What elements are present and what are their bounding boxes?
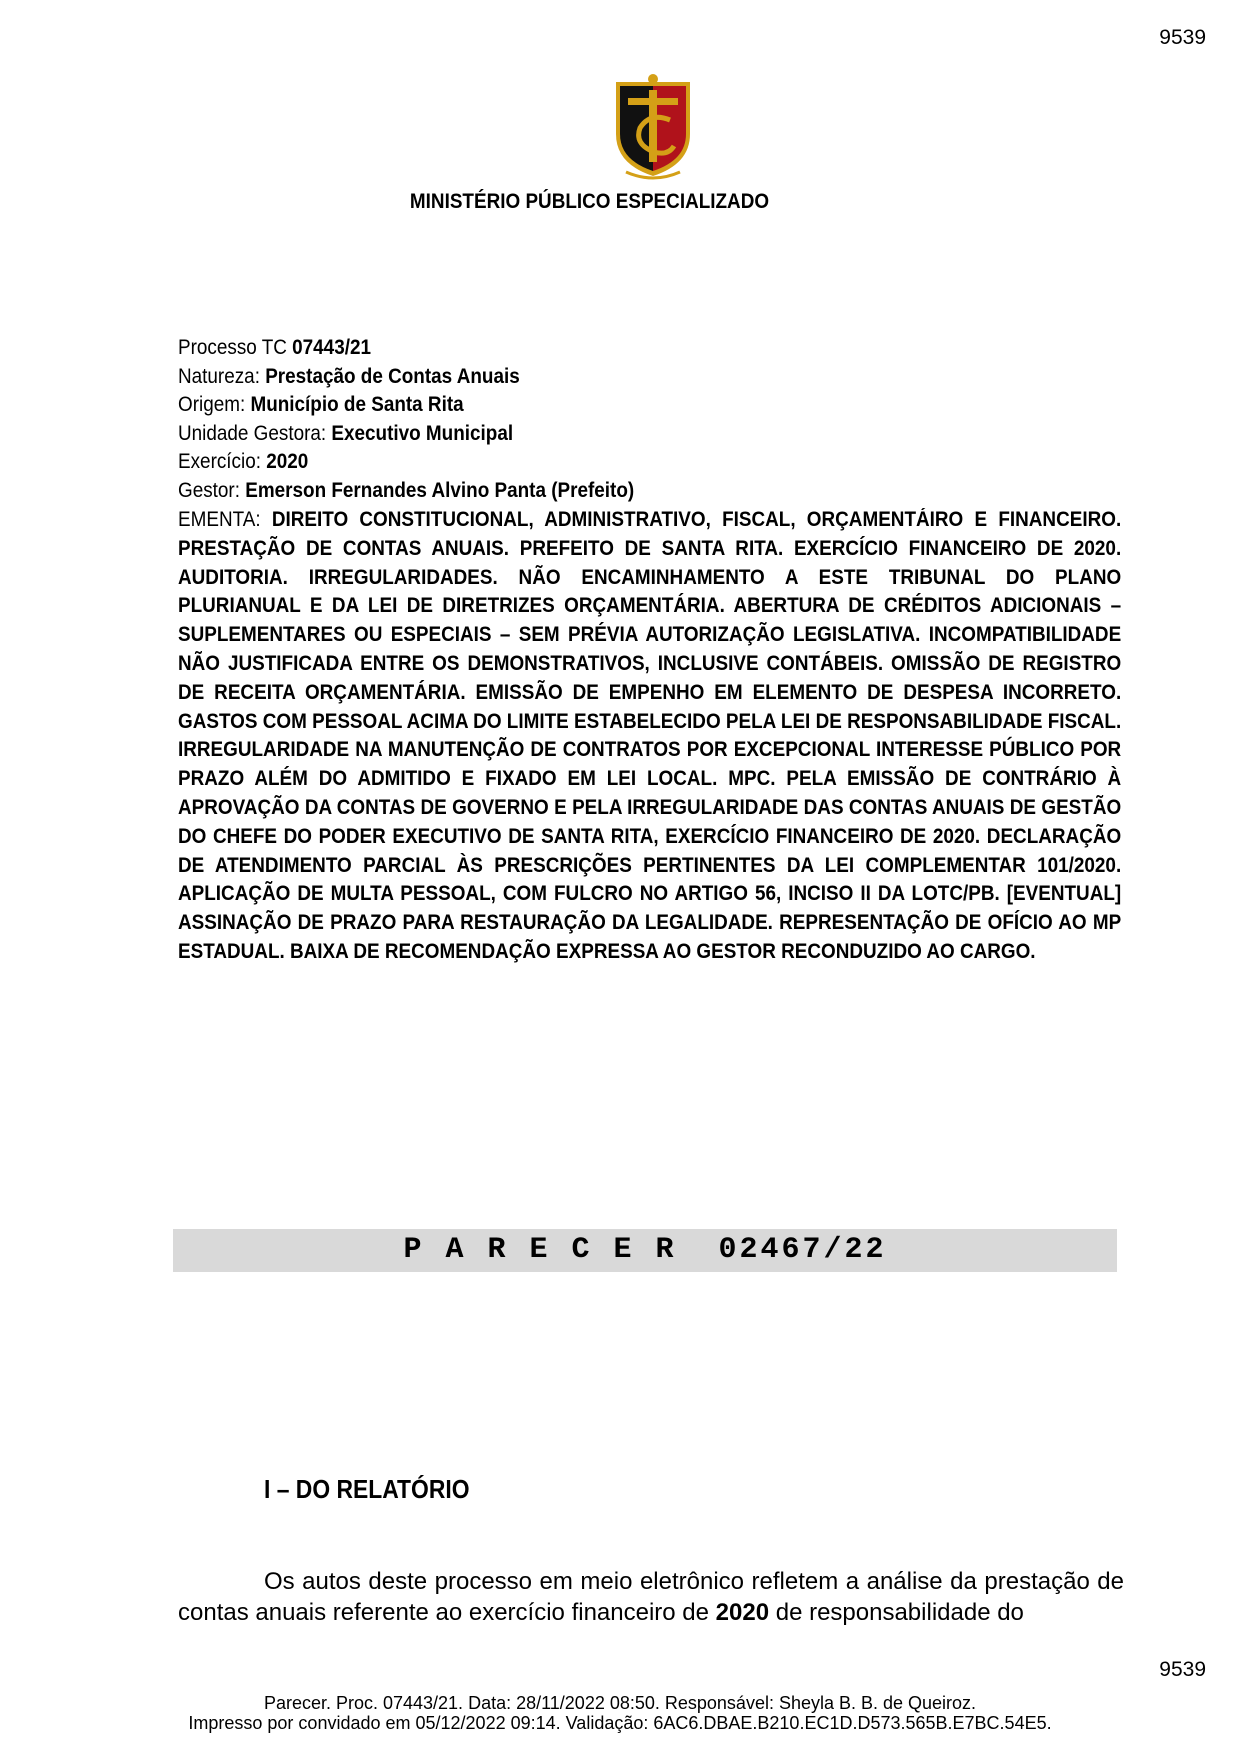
department-title: MINISTÉRIO PÚBLICO ESPECIALIZADO [409,190,770,213]
meta-value: Executivo Municipal [331,421,514,445]
page-number-bottom: 9539 [1159,1658,1206,1681]
parecer-banner [173,1229,1117,1272]
page-number-top: 9539 [1159,26,1206,49]
parecer-word: PARECER [403,1233,698,1267]
meta-label: Exercício: [178,450,267,473]
meta-value: Município de Santa Rita [250,393,464,416]
meta-label: Origem: [178,393,251,416]
footer-line-1: Parecer. Proc. 07443/21. Data: 28/11/2022 08:50. Responsável: Sheyla B. B. de Queiroz. [263,1693,977,1713]
meta-label: Natureza: [178,364,266,388]
body-text-part2: de responsabilidade do [769,1599,1024,1626]
parecer-title [173,1229,1117,1272]
tribunal-crest-logo [610,72,696,182]
meta-value: 07443/21 [292,336,371,359]
meta-label: Unidade Gestora: [178,421,332,445]
ementa-text: DIREITO CONSTITUCIONAL, ADMINISTRATIVO, FISCAL, ORÇAMENTÁIRO E FINANCEIRO. PRESTAÇÃO DE CONTAS ANUAIS. PREFEITO DE SANTA RITA. EXERCÍCIO FINANCEIRO DE 2020. AUDITORIA. IRREGULARIDADES. NÃO ENCAMINHAMENTO A ESTE TRIBUNAL DO PLANO PLURIANUAL E DA LEI DE DIRETRIZES ORÇAMENTÁRIA. ABERTURA DE CRÉDITOS ADICIONAIS – SUPLEMENTARES OU ESPECIAIS – SEM PRÉVIA AUTORIZAÇÃO LEGISLATIVA. INCOMPATIBILIDADE NÃO JUSTIFICADA ENTRE OS DEMONSTRATIVOS, INCLUSIVE CONTÁBEIS. OMISSÃO DE REGISTRO DE RECEITA ORÇAMENTÁRIA. EMISSÃO DE EMPENHO EM ELEMENTO DE DESPESA INCORRETO. GASTOS COM PESSOAL ACIMA DO LIMITE ESTABELECIDO PELA LEI DE RESPONSABILIDADE FISCAL. IRREGULARIDADE NA MANUTENÇÃO DE CONTRATOS POR EXCEPCIONAL INTERESSE PÚBLICO POR PRAZO ALÉM DO ADMITIDO E FIXADO EM LEI LOCAL. MPC. PELA EMISSÃO DE CONTRÁRIO À APROVAÇÃO DA CONTAS DE GOVERNO E PELA IRREGULARIDADE DAS CONTAS ANUAIS DE GESTÃO DO CHEFE DO PODER EXECUTIVO DE SANTA RITA, EXERCÍCIO FINANCEIRO DE 2020. DECLARAÇÃO DE ATENDIMENTO PARCIAL ÀS PRESCRIÇÕES PERTINENTES DA LEI COMPLEMENTAR 101/2020. APLICAÇÃO DE MULTA PESSOAL, COM FULCRO NO ARTIGO 56, INCISO II DA LOTC/PB. [EVENTUAL] ASSINAÇÃO DE PRAZO PARA RESTAURAÇÃO DA LEGALIDADE. REPRESENTAÇÃO DE OFÍCIO AO MP ESTADUAL. BAIXA DE RECOMENDAÇÃO EXPRESSA AO GESTOR RECONDUZIDO AO CARGO. [178,508,1122,963]
footer-line-2: Impresso por convidado em 05/12/2022 09:14. Validação: 6AC6.DBAE.B210.EC1D.D573.565B.E7BC.54E5. [188,1713,1052,1733]
parecer-number: 02467/22 [718,1233,887,1267]
meta-row-exercicio [178,448,1123,477]
process-metadata [178,334,1123,505]
meta-label: Gestor: [178,478,246,502]
body-text-year: 2020 [715,1599,770,1626]
body-text-part1: Os autos deste processo em meio eletrônico refletem a análise da prestação de contas anuais referente ao exercício financeiro de [178,1568,1124,1626]
ementa-paragraph [178,506,1121,967]
body-paragraph [178,1566,1124,1628]
meta-row-origem [178,391,1123,420]
meta-value: Emerson Fernandes Alvino Panta (Prefeito) [245,478,635,502]
ementa-label: EMENTA: [178,508,272,531]
meta-row-gestor [178,477,1123,506]
meta-label: Processo TC [178,336,293,359]
meta-row-natureza [178,363,1123,392]
meta-value: 2020 [266,450,309,473]
meta-row-unidade-gestora [178,420,1123,449]
meta-value: Prestação de Contas Anuais [265,364,520,388]
section-heading: I – DO RELATÓRIO [264,1474,470,1504]
meta-row-processo [178,334,1123,363]
